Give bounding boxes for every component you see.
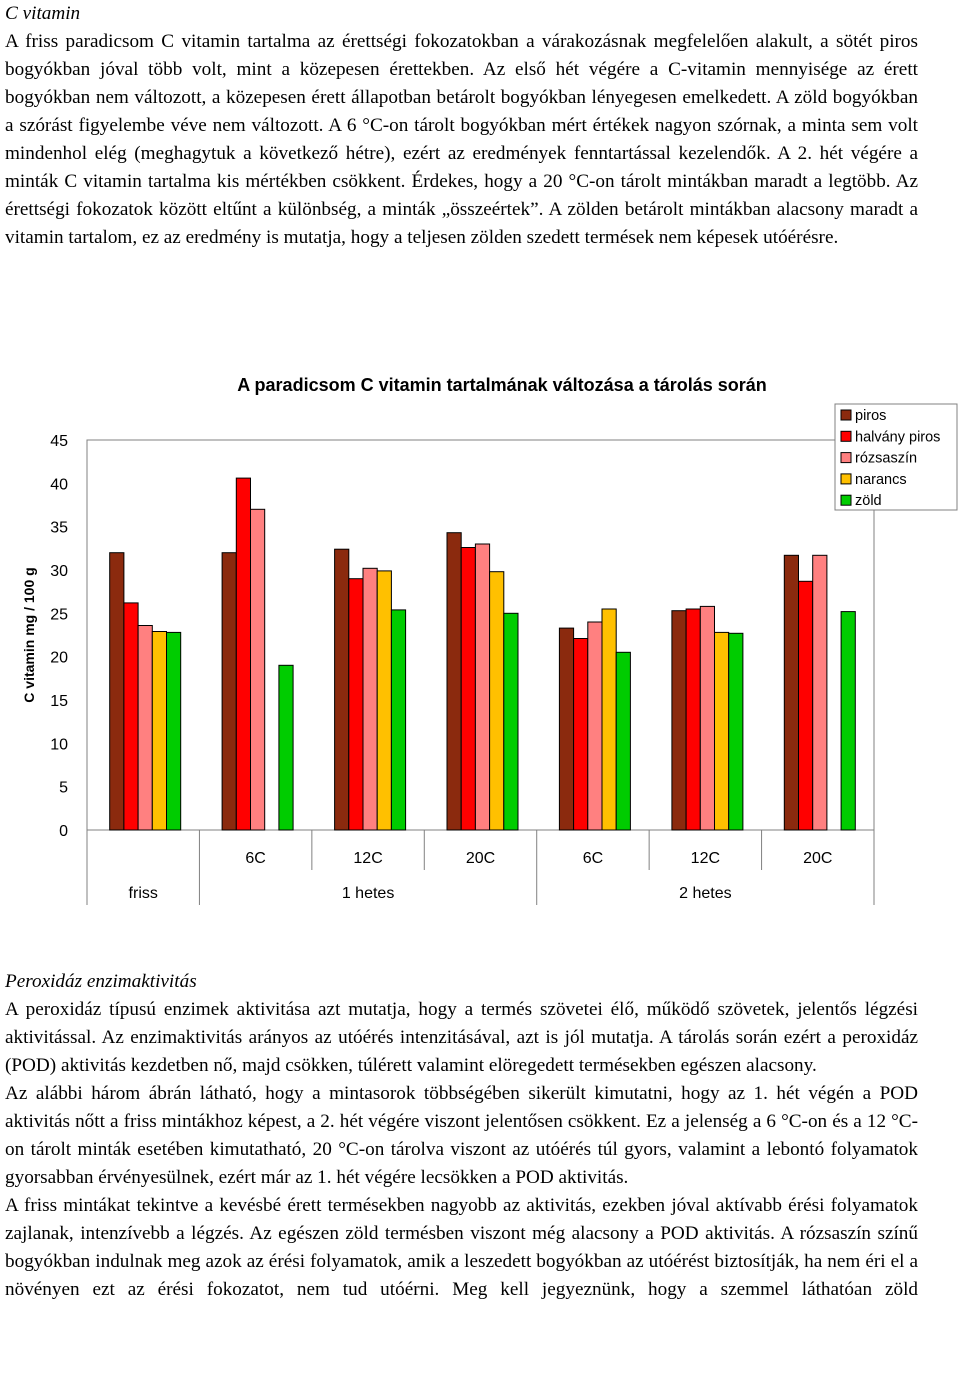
bar-rózsaszín <box>475 544 489 830</box>
bar-piros <box>784 555 798 830</box>
bar-halvány-piros <box>349 579 363 830</box>
section-heading-peroxidase: Peroxidáz enzimaktivitás <box>5 971 197 992</box>
bar-zöld <box>504 613 518 830</box>
bar-halvány-piros <box>236 478 250 830</box>
bar-narancs <box>602 609 616 830</box>
y-tick-label: 45 <box>50 433 68 450</box>
x-tick-label: 12C <box>690 850 721 867</box>
legend-swatch <box>841 474 851 484</box>
paragraph-peroxidase-2: Az alábbi három ábrán látható, hogy a mintasorok többségében sikerült kimutatni, hogy az 1. hét végén a POD aktivitás nőtt a friss mintákhoz képest, a 2. hét végére viszont jelentősen csökkent. Ez a jelenség a 6 °C-on és a 12 °C-on tárolt minták esetében kimutatható, 20 °C-on tárolva viszont az utóérés túl gyors, valamint a lebontó folyamatok gyorsabban érvényesülnek, ezért már az 1. hét végére lecsökken a POD aktivitás. <box>5 1083 918 1188</box>
bar-rózsaszín <box>363 568 377 830</box>
legend-label: narancs <box>855 471 907 488</box>
y-tick-label: 25 <box>50 606 68 624</box>
y-tick-label: 30 <box>50 563 68 580</box>
legend-label: zöld <box>855 493 882 510</box>
x-tick-label: 20C <box>465 850 496 867</box>
legend-swatch <box>841 410 851 420</box>
legend-label: rózsaszín <box>855 450 918 467</box>
vitamin-c-chart <box>0 360 960 920</box>
y-tick-label: 35 <box>50 519 68 537</box>
bar-zöld <box>167 632 181 830</box>
bar-zöld <box>391 610 405 830</box>
y-tick-label: 5 <box>59 779 68 797</box>
x-group-label: 2 hetes <box>679 885 732 902</box>
x-tick-label: 6C <box>582 850 604 867</box>
x-tick-label: 20C <box>803 850 833 867</box>
bar-halvány-piros <box>574 639 588 831</box>
bar-piros <box>447 533 461 830</box>
bar-zöld <box>729 633 743 830</box>
chart-svg <box>0 360 960 920</box>
bar-piros <box>222 553 236 830</box>
section-heading-c-vitamin: C vitamin <box>5 3 81 24</box>
legend-label: halvány piros <box>855 429 941 446</box>
legend-swatch <box>841 495 851 505</box>
bar-narancs <box>377 571 391 830</box>
section-peroxidase <box>5 968 918 1304</box>
bar-piros <box>335 549 349 830</box>
bar-narancs <box>715 632 729 830</box>
paragraph-peroxidase-1: A peroxidáz típusú enzimek aktivitása azt mutatja, hogy a termés szövetei élő, működő szövetek, jelentős légzési aktivitással. Az enzimaktivitás arányos az utóérés intenzitásával, azt is jól mutatja. A tárolás során ezért a peroxidáz (POD) aktivitás kezdetben nő, majd csökken, túlérett valamint elöregedett termésekben egészen alacsony. <box>5 999 918 1076</box>
bar-rózsaszín <box>138 626 152 831</box>
paragraph-peroxidase-3: A friss mintákat tekintve a kevésbé érett termésekben nagyobb az aktivitás, ezekben jóval aktívabb érési folyamatok zajlanak, intenzívebb a légzés. Az egészen zöld termésben viszont még alacsony a POD aktivitás. A rózsaszín színű bogyókban indulnak meg azok az érési folyamatok, amik a leszedett bogyókban az utóérést biztosítják, ha nem éri el a növényen ezt az érési fokozatot, nem tud utóérni. Meg kell jegyeznünk, hogy a szemmel láthatóan zöld <box>5 1195 918 1300</box>
bar-halvány-piros <box>124 603 138 830</box>
legend-label: piros <box>855 408 887 424</box>
y-tick-label: 20 <box>50 649 68 667</box>
y-tick-label: 15 <box>50 693 68 710</box>
bar-halvány-piros <box>799 581 813 830</box>
bar-rózsaszín <box>251 509 265 830</box>
bar-zöld <box>279 665 293 830</box>
legend-swatch <box>841 453 851 463</box>
bar-halvány-piros <box>686 609 700 830</box>
bar-narancs <box>490 572 504 830</box>
bar-piros <box>559 628 573 830</box>
paragraph-c-vitamin: A friss paradicsom C vitamin tartalma az érettségi fokozatokban a várakozásnak megfelelően alakult, a sötét piros bogyókban jóval több volt, mint a közepesen érettekben. Az első hét végére a C-vitamin mennyisége az érett bogyókban nem változott, a közepesen érett állapotban betárolt bogyókban lényegesen emelkedett. A zöld bogyókban a szórást figyelembe véve nem változott. A 6 °C-on tárolt bogyókban mért értékek nagyon szórnak, a minta sem volt mindenhol elég (meghagytuk a következő hétre), ezért az eredmények fenntartással kezelendők. A 2. hét végére a minták C vitamin tartalma kis mértékben csökkent. Érdekes, hogy a 20 °C-on tárolt mintákban maradt a legtöbb. Az érettségi fokozatok között eltűnt a különbség, a minták „összeértek”. A zölden betárolt mintákban alacsony maradt a vitamin tartalom, ez az eredmény is mutatja, hogy a teljesen zölden szedett termések nem képesek utóérésre. <box>5 31 918 248</box>
y-tick-label: 40 <box>50 476 68 494</box>
y-axis-label: C vitamin mg / 100 g <box>21 567 37 703</box>
bar-narancs <box>152 632 166 831</box>
y-tick-label: 0 <box>59 823 68 840</box>
x-group-label: 1 hetes <box>341 885 395 902</box>
chart-title: A paradicsom C vitamin tartalmának változása a tárolás során <box>237 375 767 395</box>
bar-zöld <box>841 612 855 830</box>
bar-piros <box>110 553 124 830</box>
bar-halvány-piros <box>461 548 475 831</box>
section-c-vitamin <box>5 0 918 252</box>
bar-rózsaszín <box>700 606 714 830</box>
bar-piros <box>672 611 686 830</box>
y-tick-label: 10 <box>50 736 68 754</box>
bar-rózsaszín <box>588 622 602 830</box>
x-group-label: friss <box>128 885 158 902</box>
x-tick-label: 6C <box>245 850 266 867</box>
legend-swatch <box>841 431 851 441</box>
bar-rózsaszín <box>813 555 827 830</box>
bar-zöld <box>616 652 630 830</box>
x-tick-label: 12C <box>353 850 383 867</box>
